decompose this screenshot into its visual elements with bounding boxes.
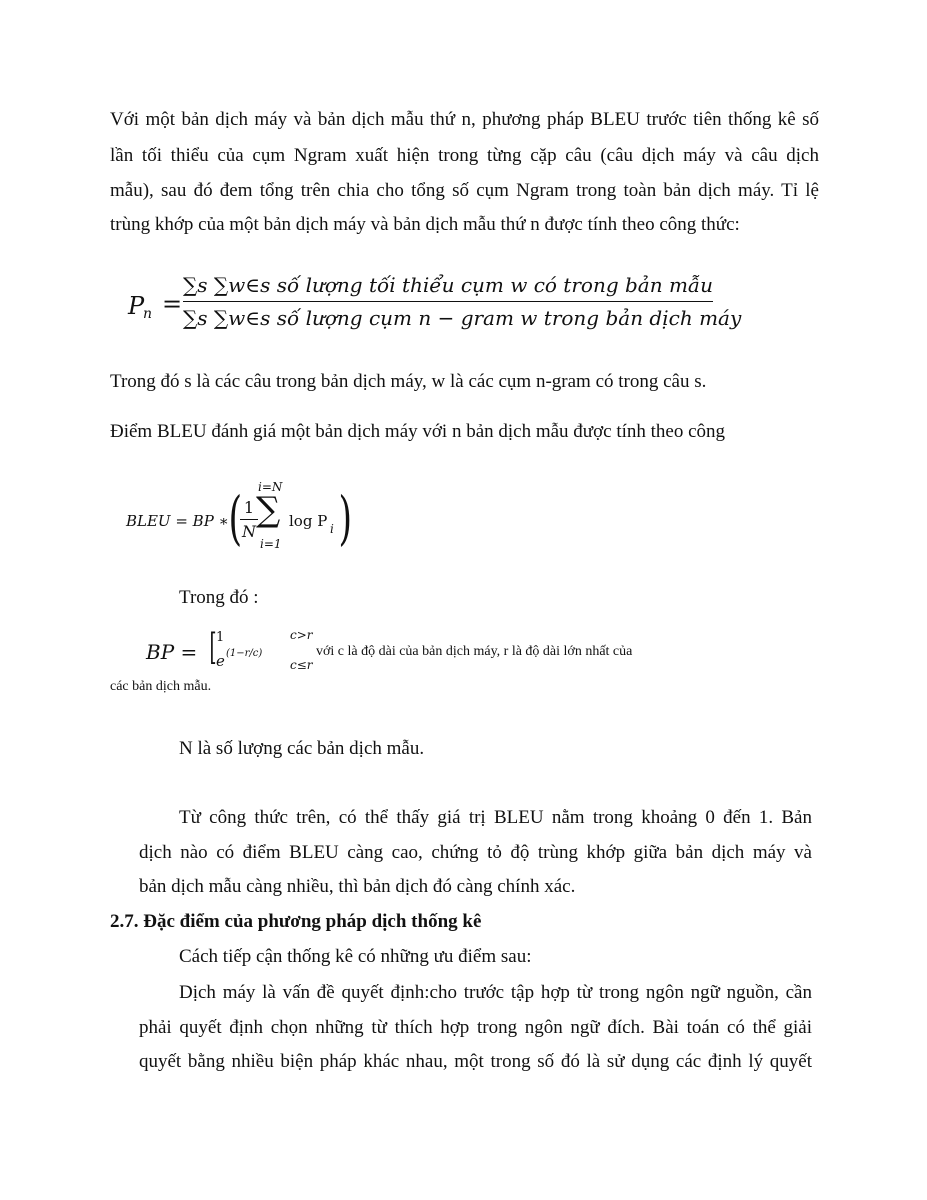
text-line: trùng khớp của một bản dịch máy và bản dịch mẫu thứ n được tính theo công thức: xyxy=(110,214,740,235)
formula-pn-lhs-sub: n xyxy=(143,306,153,322)
paragraph-advantages-intro: Cách tiếp cận thống kê có những ưu điểm sau: xyxy=(179,946,532,967)
fraction-bar xyxy=(183,301,713,302)
text-line: Từ công thức trên, có thể thấy giá trị BLEU nằm trong khoảng 0 đến 1. Bản xyxy=(179,807,812,828)
sum-icon: ∑ xyxy=(256,490,281,530)
formula-bleu xyxy=(126,460,386,560)
text-line: bản dịch mẫu càng nhiều, thì bản dịch đó càng chính xác. xyxy=(139,876,576,897)
formula-bleu-lhs: BLEU = BP ∗ xyxy=(126,512,229,530)
fraction-numerator: 1 xyxy=(240,498,258,520)
section-heading: 2.7. Đặc điểm của phương pháp dịch thống kê xyxy=(110,911,482,932)
formula-pn-numerator: ∑s ∑w∈s số lượng tối thiểu cụm w có trong bản mẫu xyxy=(183,273,714,297)
formula-bp-lhs: BP = xyxy=(146,640,198,664)
left-bracket: [ xyxy=(209,627,217,668)
formula-pn-lhs: P xyxy=(128,292,145,320)
formula-pn-denominator: ∑s ∑w∈s số lượng cụm n − gram w trong bản dịch máy xyxy=(183,306,742,330)
paragraph-n-definition: N là số lượng các bản dịch mẫu. xyxy=(179,738,425,759)
formula-pn-fraction xyxy=(183,270,742,333)
right-paren: ) xyxy=(338,484,353,552)
bp-case-two-exponent: (1−r/c) xyxy=(226,648,263,659)
bp-note-continuation: các bản dịch mẫu. xyxy=(110,679,212,694)
bp-case-one: 1 xyxy=(216,630,225,645)
text-line: dịch nào có điểm BLEU càng cao, chứng tỏ độ trùng khớp giữa bản dịch máy và xyxy=(139,842,812,863)
text-line: mẫu), sau đó đem tổng trên chia cho tổng số cụm Ngram trong toàn bản dịch máy. Tỉ lệ xyxy=(110,180,819,201)
text-line: lần tối thiểu của cụm Ngram xuất hiện trong từng cặp câu (câu dịch máy và câu dịch xyxy=(110,145,819,166)
formula-pn-equals: = xyxy=(162,290,183,318)
paragraph-where-s: Trong đó s là các câu trong bản dịch máy, w là các cụm n-gram có trong câu s. xyxy=(110,371,707,392)
text-line: quyết bằng nhiều biện pháp khác nhau, một trong số đó là sử dụng các định lý quyết xyxy=(139,1051,812,1072)
bp-condition-one: c>r xyxy=(290,628,313,642)
text-line: Dịch máy là vấn đề quyết định:cho trước tập hợp từ trong ngôn ngữ nguồn, cần xyxy=(179,982,812,1003)
sum-upper-limit: i=N xyxy=(258,480,283,494)
where-label: Trong đó : xyxy=(179,587,259,608)
left-paren: ( xyxy=(228,484,243,552)
bp-note: với c là độ dài của bản dịch máy, r là độ dài lớn nhất của xyxy=(316,644,633,659)
sum-lower-limit: i=1 xyxy=(260,537,282,551)
formula-bleu-log-sub: i xyxy=(330,522,334,536)
text-line: phải quyết định chọn những từ thích hợp trong ngôn ngữ đích. Bài toán có thể giải xyxy=(139,1017,812,1038)
formula-bleu-log: log P xyxy=(289,512,328,530)
fraction-denominator: N xyxy=(242,522,256,541)
paragraph-bleu-score: Điểm BLEU đánh giá một bản dịch máy với n bản dịch mẫu được tính theo công xyxy=(110,421,726,442)
text-line: Với một bản dịch máy và bản dịch mẫu thứ n, phương pháp BLEU trước tiên thống kê số xyxy=(110,109,819,130)
bp-condition-two: c≤r xyxy=(290,658,313,672)
formula-pn xyxy=(128,270,742,340)
bp-case-two: e xyxy=(216,652,225,670)
formula-bp xyxy=(146,628,746,678)
